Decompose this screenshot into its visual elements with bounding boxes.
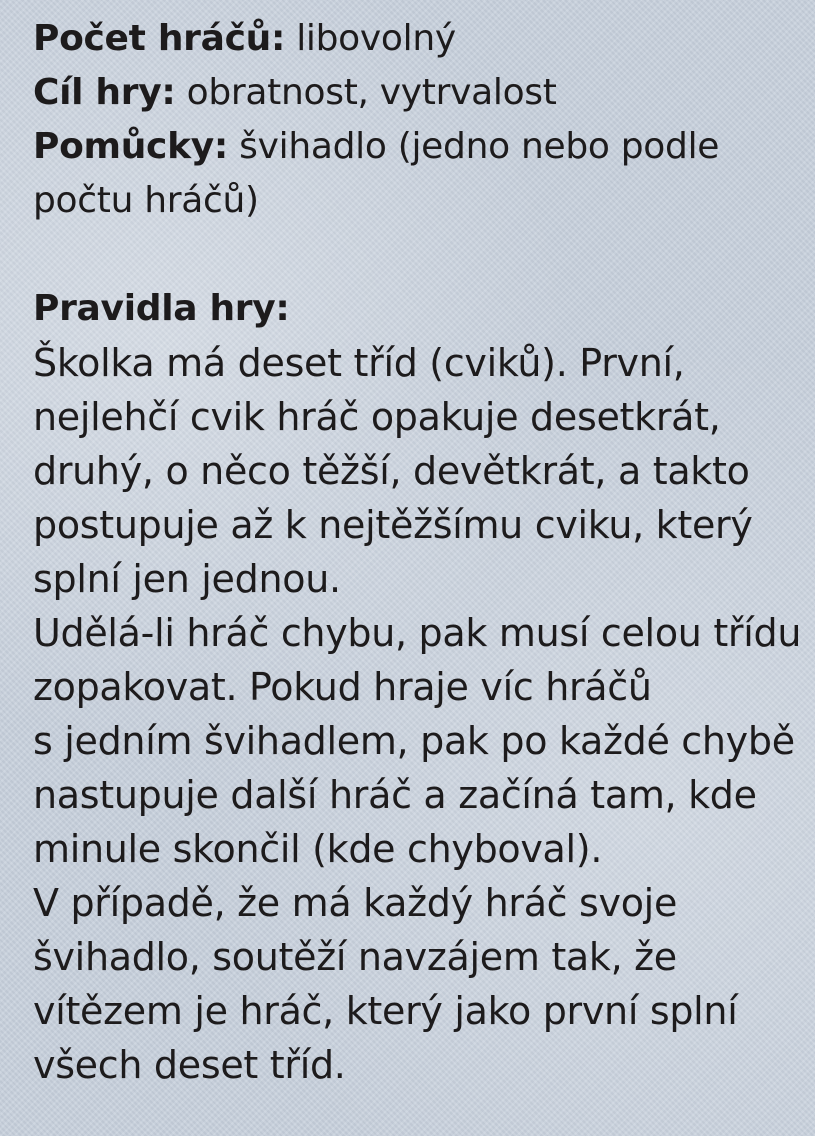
rules-line: švihadlo, soutěží navzájem tak, že — [33, 935, 677, 979]
rules-line: vítězem je hráč, který jako první splní — [33, 989, 738, 1033]
rules-line: postupuje až k nejtěžšímu cviku, který — [33, 503, 753, 547]
goal-value: obratnost, vytrvalost — [186, 72, 557, 113]
rules-line: V případě, že má každý hráč svoje — [33, 881, 678, 925]
rules-line: Udělá-li hráč chybu, pak musí celou třídu — [33, 611, 802, 655]
players-value: libovolný — [296, 18, 456, 59]
rules-line: zopakovat. Pokud hraje víc hráčů — [33, 665, 652, 709]
rules-line: s jedním švihadlem, pak po každé chybě — [33, 719, 795, 763]
rules-line: splní jen jednou. — [33, 557, 341, 601]
rules-heading: Pravidla hry: — [33, 288, 290, 329]
rules-line: nastupuje další hráč a začíná tam, kde — [33, 773, 757, 817]
section-gap — [33, 228, 803, 282]
goal-row — [33, 66, 803, 120]
tools-value-line1: švihadlo (jedno nebo podle — [239, 126, 720, 167]
players-label: Počet hráčů: — [33, 18, 286, 59]
tools-row-continued — [33, 174, 803, 228]
goal-label: Cíl hry: — [33, 72, 176, 113]
rules-line: Školka má deset tříd (cviků). První, — [33, 341, 685, 385]
tools-row — [33, 120, 803, 174]
rules-line: všech deset tříd. — [33, 1043, 346, 1087]
players-row — [33, 12, 803, 66]
rules-line: druhý, o něco těžší, devětkrát, a takto — [33, 449, 750, 493]
tools-label: Pomůcky: — [33, 126, 229, 167]
rules-text-block — [33, 12, 803, 1092]
rules-line: minule skončil (kde chyboval). — [33, 827, 603, 871]
rules-line: nejlehčí cvik hráč opakuje desetkrát, — [33, 395, 721, 439]
tools-value-line2: počtu hráčů) — [33, 180, 259, 221]
